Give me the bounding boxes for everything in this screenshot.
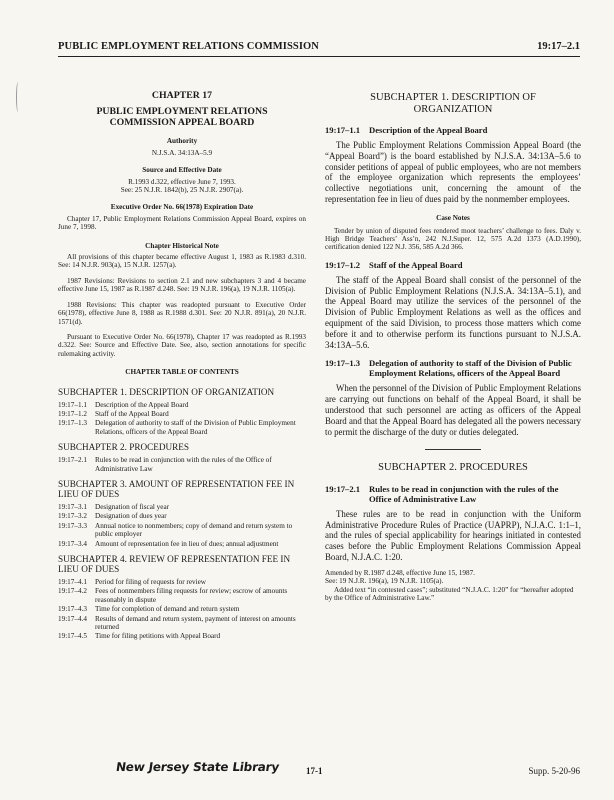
- toc-entry: [58, 632, 306, 640]
- toc-entry: [58, 410, 306, 418]
- toc-entry-title: Designation of fiscal year: [95, 502, 170, 511]
- toc-entry-title: Fees of nonmembers filing requests for review; escrow of amounts reasonably in dispute: [95, 587, 288, 604]
- toc-subchapter-heading: SUBCHAPTER 1. DESCRIPTION OF ORGANIZATION: [58, 386, 275, 397]
- toc-entry: [58, 401, 306, 409]
- subchapter-1-line-2: ORGANIZATION: [413, 103, 493, 115]
- table-of-contents: [58, 387, 306, 641]
- source-text-line-2: See: 25 N.J.R. 1842(b), 25 N.J.R. 2907(a).: [120, 186, 244, 195]
- toc-entry-title: Designation of dues year: [95, 512, 167, 521]
- toc-entry: [58, 587, 306, 604]
- section-text: The staff of the Appeal Board shall consist of the personnel of the Division of Public Employment Relations (N.J.S.A. 34:13A–5.1), and the Appeal Board may utilize the services of the personnel of the Division of Public Employment Relations as well as the offices and equipment of the said Division, to process those matters which come before it and to otherwise perform its functions pursuant to N.J.S.A. 34:13A–5.6.: [325, 274, 581, 350]
- authority-heading: Authority: [166, 137, 198, 146]
- section-title: Description of the Appeal Board: [369, 125, 488, 135]
- toc-entry-title: Annual notice to nonmembers; copy of demand and return system to public employer: [95, 521, 293, 539]
- toc-entry-number: 19:17–4.3: [58, 605, 87, 614]
- chapter-name: [58, 106, 306, 128]
- section-number: 19:17–2.1: [325, 483, 361, 494]
- historical-note-heading: Chapter Historical Note: [145, 241, 219, 250]
- toc-entry-number: 19:17–3.3: [58, 521, 87, 530]
- toc-entry-number: 19:17–4.1: [58, 578, 87, 586]
- section-title: Rules to be read in conjunction with the rules of the Office of Administrative Law: [369, 483, 559, 504]
- section-text: These rules are to be read in conjunction with the Uniform Administrative Procedure Rules of Practice (UAPRP), N.J.A.C. 1:1–1, and the rules of special applicability for hearings initiated in contested cases before the Public Employment Relations Commission Appeal Board, N.J.A.C. 1:20.: [325, 508, 581, 563]
- toc-subchapter-heading: SUBCHAPTER 3. AMOUNT OF REPRESENTATION FEE IN LIEU OF DUES: [58, 478, 295, 499]
- amendment-line: See: 19 N.J.R. 196(a), 19 N.J.R. 1105(a).: [325, 577, 444, 586]
- toc-entry-number: 19:17–3.2: [58, 512, 87, 521]
- section-title: Delegation of authority to staff of the Division of Public Employment Relations, officers of the Appeal Board: [369, 358, 572, 379]
- amendment-line: Amended by R.1987 d.248, effective June 15, 1987.: [325, 568, 475, 577]
- toc-entry: [58, 512, 306, 520]
- library-stamp-logo: New Jersey State Library: [115, 760, 281, 774]
- toc-heading: CHAPTER TABLE OF CONTENTS: [125, 368, 239, 377]
- toc-entry: [58, 578, 306, 586]
- toc-subchapter-heading: SUBCHAPTER 2. PROCEDURES: [58, 442, 189, 453]
- section-heading: [325, 260, 581, 270]
- header-section: 19:17–2.1: [537, 41, 580, 52]
- toc-entry: [58, 456, 306, 473]
- historical-note-paragraph: Pursuant to Executive Order No. 66(1978), Chapter 17 was readopted as R.1993 d.322. See: Source and Effective Date. See, also, section annotations for specific rulemaking activity.: [58, 332, 306, 358]
- toc-entry-number: 19:17–1.1: [58, 400, 87, 409]
- toc-entry-title: Rules to be read in conjunction with the rules of the Office of Administrative Law: [95, 456, 272, 473]
- chapter-number: CHAPTER 17: [151, 90, 213, 101]
- toc-entry: [58, 419, 306, 436]
- running-header: [58, 40, 580, 57]
- toc-entry-number: 19:17–3.4: [58, 539, 87, 548]
- toc-entry: [58, 522, 306, 539]
- toc-entry-title: Description of the Appeal Board: [95, 400, 189, 409]
- exec-order-heading: Executive Order No. 66(1978) Expiration Date: [110, 203, 254, 212]
- subchapter-1-heading: [325, 92, 581, 115]
- toc-entry-title: Period for filing of requests for review: [95, 578, 206, 586]
- toc-entry: [58, 540, 306, 548]
- subchapter-1-line-1: SUBCHAPTER 1. DESCRIPTION OF: [370, 92, 536, 103]
- section-number: 19:17–1.3: [325, 358, 361, 369]
- toc-entry-title: Amount of representation fee in lieu of dues; annual adjustment: [95, 539, 279, 548]
- exec-order-text: Chapter 17, Public Employment Relations Commission Appeal Board, expires on June 7, 1998.: [58, 214, 306, 232]
- section-heading: [325, 484, 581, 504]
- toc-entry-number: 19:17–2.1: [58, 456, 87, 465]
- section-heading: [325, 125, 581, 135]
- left-column: [58, 92, 306, 642]
- toc-entry: [58, 615, 306, 632]
- source-text-line-1: R.1993 d.322, effective June 7, 1993.: [128, 177, 236, 186]
- page-footer: [58, 760, 580, 780]
- section-number: 19:17–1.2: [325, 259, 361, 270]
- toc-entry-number: 19:17–1.3: [58, 419, 87, 428]
- section-text: When the personnel of the Division of Public Employment Relations are carrying out functions on behalf of the Appeal Board, it shall be understood that such personnel are acting as officers of the Appeal Board and that the Appeal Board has delegated all the powers necessary to permit the discharge of the duty or duties delegated.: [325, 383, 581, 437]
- toc-subchapter-heading: SUBCHAPTER 4. REVIEW OF REPRESENTATION FEE IN LIEU OF DUES: [58, 554, 291, 574]
- amendment-line: Added text “in contested cases”; substituted “N.J.A.C. 1:20” for “hereafter adopted by the Office of Administrative Law.”: [325, 585, 574, 603]
- right-column: [325, 92, 581, 602]
- section-number: 19:17–1.1: [325, 125, 361, 135]
- toc-entry-title: Delegation of authority to staff of the Division of Public Employment Relations, officers of the Appeal Board: [95, 419, 296, 436]
- chapter-name-line-1: PUBLIC EMPLOYMENT RELATIONS: [96, 106, 268, 118]
- toc-entry-number: 19:17–3.1: [58, 502, 87, 511]
- toc-entry-number: 19:17–1.2: [58, 409, 87, 418]
- chapter-name-line-2: COMMISSION APPEAL BOARD: [109, 117, 255, 129]
- authority-text: N.J.S.A. 34:13A–5.9: [151, 148, 213, 157]
- section-heading: [325, 358, 581, 378]
- header-title: PUBLIC EMPLOYMENT RELATIONS COMMISSION: [58, 41, 319, 52]
- supplement-date: Supp. 5-20-96: [528, 766, 580, 776]
- case-notes-heading: Case Notes: [436, 213, 470, 222]
- toc-entry-title: Time for filing petitions with Appeal Board: [95, 632, 221, 641]
- toc-entry-number: 19:17–4.4: [58, 614, 87, 623]
- section-title: Staff of the Appeal Board: [369, 259, 463, 270]
- section-divider: [425, 449, 481, 450]
- historical-note-paragraph: 1987 Revisions: Revisions to section 2.1 and new subchapters 3 and 4 became effective June 15, 1987 as R.1987 d.248. See: 19 N.J.R. 196(a), 19 N.J.R. 1105(a).: [58, 276, 306, 294]
- toc-entry-title: Results of demand and return system, payment of interest on amounts returned: [95, 614, 296, 632]
- page-number: 17-1: [306, 766, 323, 776]
- historical-note-paragraph: All provisions of this chapter became effective August 1, 1983 as R.1983 d.310. See: 14 N.J.R. 903(a), 15 N.J.R. 1257(a).: [58, 253, 306, 270]
- toc-entry: [58, 605, 306, 613]
- source-heading: Source and Effective Date: [142, 166, 222, 175]
- toc-entry-title: Time for completion of demand and return system: [95, 605, 240, 614]
- margin-mark: [16, 82, 20, 112]
- toc-entry-number: 19:17–4.2: [58, 587, 87, 596]
- subchapter-2-heading: SUBCHAPTER 2. PROCEDURES: [378, 462, 528, 474]
- section-text: The Public Employment Relations Commission Appeal Board (the “Appeal Board”) is the board established by N.J.S.A. 34:13A–5.6 to consider petitions of appeal of public employees, who are not members of the employee organization which represents the employees’ collective negotiations unit, concerning the amount of the representation fee in lieu of dues paid by the nonmember employees.: [325, 140, 581, 204]
- toc-entry: [58, 503, 306, 511]
- source-text: [58, 178, 306, 195]
- toc-entry-title: Staff of the Appeal Board: [95, 409, 169, 418]
- toc-entry-number: 19:17–4.5: [58, 632, 87, 641]
- amendment-note: [325, 569, 581, 603]
- historical-note-paragraph: 1988 Revisions: This chapter was readopted pursuant to Executive Order 66(1978), effective June 8, 1988 as R.1988 d.301. See: 20 N.J.R. 891(a), 20 N.J.R. 1571(d).: [58, 300, 306, 326]
- case-notes-text: Tender by union of disputed fees rendered moot teachers’ challenge to fees. Daly v. High Bridge Teachers’ Ass’n, 242 N.J.Super. 12, 575 A.2d 1373 (A.D.1990), certification denied 122 N.J. 356, 585 A.2d 366.: [325, 226, 581, 252]
